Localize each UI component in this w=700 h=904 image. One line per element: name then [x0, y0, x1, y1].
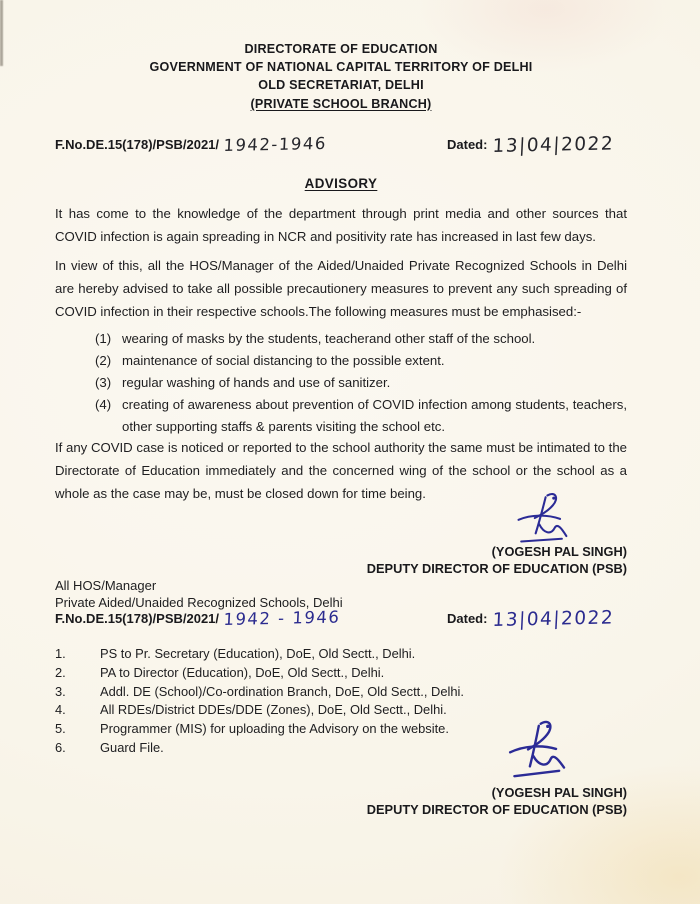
list-item-number: 4. [55, 702, 66, 718]
letterhead-directorate: DIRECTORATE OF EDUCATION [244, 42, 438, 56]
scan-edge-artifact [0, 0, 3, 66]
letterhead-branch: (PRIVATE SCHOOL BRANCH) [250, 96, 432, 111]
list-item [95, 372, 627, 394]
list-item-text: maintenance of social distancing to the possible extent. [122, 353, 445, 368]
list-item [95, 350, 627, 372]
addressee-line: Private Aided/Unaided Recognized Schools, Delhi [55, 595, 343, 611]
dated-top [447, 133, 616, 157]
list-item [95, 394, 627, 438]
list-item-number: 3. [55, 683, 66, 699]
list-item-number: (1) [95, 331, 112, 346]
list-item-number: 6. [55, 739, 66, 755]
paragraph-intro: It has come to the knowledge of the department through print media and other sources that COVID infection is again spreading in NCR and positivity rate has increased in last few days. [55, 206, 627, 244]
list-item-text: PA to Director (Education), DoE, Old Sectt., Delhi. [100, 664, 385, 680]
list-item [95, 328, 627, 350]
signatory-name: (YOGESH PAL SINGH) [491, 544, 627, 559]
file-number-handwritten: 1942 - 1946 [223, 607, 341, 629]
signatory-block [55, 543, 627, 577]
dated-label: Dated: [447, 137, 488, 152]
signatory-block [55, 784, 627, 818]
list-item-text: All RDEs/District DDEs/DDE (Zones), DoE, Old Sectt., Delhi. [100, 702, 447, 718]
list-item-number: 1. [55, 646, 66, 661]
paragraph-closure: If any COVID case is noticed or reported to the school authority the same must be intimated to the Directorate of Education immediately and the concerned wing of the school or the school as a whole as the case may be, must be closed down for time being. [55, 440, 627, 501]
list-item-number: (2) [95, 353, 112, 368]
measures-list [95, 328, 627, 438]
list-item-text: Guard File. [100, 739, 164, 755]
list-item [55, 645, 627, 664]
letterhead-address: OLD SECRETARIAT, DELHI [258, 78, 424, 93]
file-number-bottom [55, 607, 341, 629]
reference-line-bottom [55, 607, 627, 640]
list-item-text: Addl. DE (School)/Co-ordination Branch, DoE, Old Sectt., Delhi. [100, 683, 464, 699]
paragraph-advice: In view of this, all the HOS/Manager of the Aided/Unaided Private Recognized Schools in Delhi are hereby advised to take all possible precautionery measures to prevent any such spreading of COVID infection in their respective schools.The following measures must be emphasised:- [55, 258, 627, 319]
addressee-block [55, 577, 627, 612]
reference-line-top [55, 133, 627, 166]
list-item-text: Programmer (MIS) for uploading the Advisory on the website. [100, 721, 449, 737]
list-item-number: (3) [95, 375, 112, 390]
file-number-label: F.No.DE.15(178)/PSB/2021/ [55, 611, 220, 626]
list-item [55, 683, 627, 702]
addressee-line: All HOS/Manager [55, 578, 157, 593]
signature-image [496, 716, 576, 782]
dated-bottom [447, 607, 616, 631]
signatory-title: DEPUTY DIRECTOR OF EDUCATION (PSB) [366, 802, 627, 818]
document-title: ADVISORY [304, 176, 378, 191]
list-item-text: creating of awareness about prevention of COVID infection among students, teachers, other supporting staffs & parents visiting the school etc. [122, 397, 627, 434]
date-handwritten: 13|04|2022 [492, 607, 616, 631]
letterhead-government: GOVERNMENT OF NATIONAL CAPITAL TERRITORY OF DELHI [149, 60, 533, 75]
list-item-number: 5. [55, 721, 66, 737]
file-number-handwritten: 1942-1946 [223, 133, 328, 155]
signature-image [505, 490, 579, 546]
list-item-text: PS to Pr. Secretary (Education), DoE, Old Sectt., Delhi. [100, 646, 416, 661]
letterhead [55, 40, 627, 113]
file-number-label: F.No.DE.15(178)/PSB/2021/ [55, 137, 220, 152]
signatory-name: (YOGESH PAL SINGH) [491, 785, 627, 800]
signatory-title: DEPUTY DIRECTOR OF EDUCATION (PSB) [366, 561, 627, 577]
list-item-text: wearing of masks by the students, teacherand other staff of the school. [122, 331, 536, 346]
list-item-number: (4) [95, 397, 112, 412]
dated-label: Dated: [447, 611, 488, 626]
list-item-text: regular washing of hands and use of sanitizer. [122, 375, 391, 390]
file-number-top [55, 133, 328, 155]
date-handwritten: 13|04|2022 [492, 133, 616, 157]
list-item [55, 664, 627, 683]
list-item-number: 2. [55, 664, 66, 680]
